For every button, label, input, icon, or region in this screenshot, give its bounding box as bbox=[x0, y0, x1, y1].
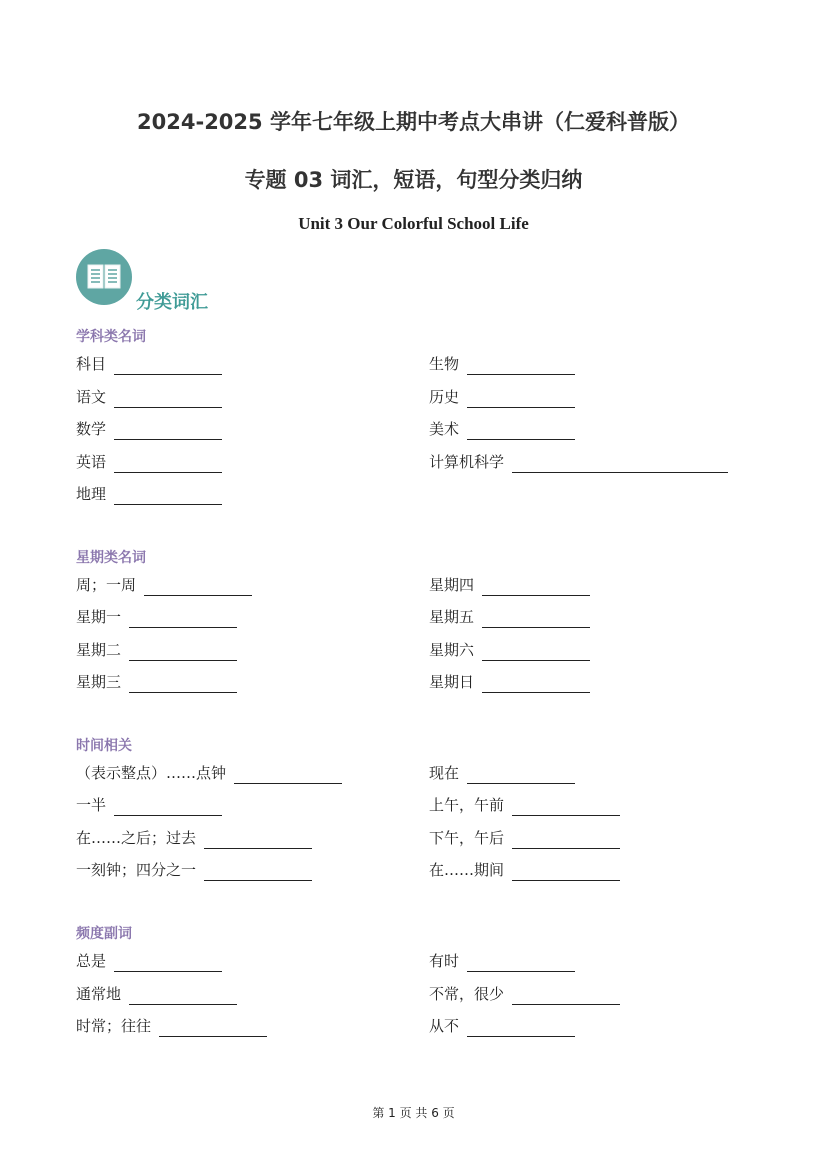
vocab-item bbox=[429, 859, 620, 881]
vocab-label: 星期日 bbox=[429, 673, 475, 691]
vocab-item bbox=[76, 794, 222, 816]
answer-blank[interactable] bbox=[129, 644, 237, 661]
answer-blank[interactable] bbox=[482, 579, 590, 596]
vocab-label: 现在 bbox=[429, 764, 460, 782]
answer-blank[interactable] bbox=[467, 391, 575, 408]
section-heading-frequency: 频度副词 bbox=[76, 926, 132, 942]
vocab-item bbox=[76, 451, 222, 473]
main-title: 2024-2025 学年七年级上期中考点大串讲（仁爱科普版） bbox=[137, 110, 690, 134]
section-heading-time: 时间相关 bbox=[76, 738, 132, 754]
answer-blank[interactable] bbox=[129, 676, 237, 693]
answer-blank[interactable] bbox=[114, 423, 222, 440]
vocab-label: 一刻钟；四分之一 bbox=[76, 861, 197, 879]
vocab-item bbox=[429, 639, 590, 661]
vocab-item bbox=[429, 983, 620, 1005]
vocab-label: 星期二 bbox=[76, 641, 122, 659]
vocab-item bbox=[76, 671, 237, 693]
vocab-item bbox=[76, 950, 222, 972]
vocab-label: 星期一 bbox=[76, 608, 122, 626]
answer-blank[interactable] bbox=[114, 391, 222, 408]
answer-blank[interactable] bbox=[159, 1020, 267, 1037]
vocab-item bbox=[76, 483, 222, 505]
badge-label: 分类词汇 bbox=[136, 292, 208, 313]
answer-blank[interactable] bbox=[512, 988, 620, 1005]
answer-blank[interactable] bbox=[467, 1020, 575, 1037]
vocab-item bbox=[429, 950, 575, 972]
vocab-label: 语文 bbox=[76, 388, 107, 406]
answer-blank[interactable] bbox=[467, 358, 575, 375]
vocab-item bbox=[76, 827, 312, 849]
vocab-label: 数学 bbox=[76, 420, 107, 438]
vocab-item bbox=[429, 386, 575, 408]
vocab-item bbox=[76, 574, 252, 596]
vocab-label: 一半 bbox=[76, 796, 107, 814]
vocab-label: 下午，午后 bbox=[429, 829, 505, 847]
vocab-item bbox=[429, 671, 590, 693]
answer-blank[interactable] bbox=[482, 611, 590, 628]
vocab-label: 时常；往往 bbox=[76, 1017, 152, 1035]
vocab-label: 上午，午前 bbox=[429, 796, 505, 814]
answer-blank[interactable] bbox=[144, 579, 252, 596]
answer-blank[interactable] bbox=[512, 864, 620, 881]
answer-blank[interactable] bbox=[467, 423, 575, 440]
vocab-label: 历史 bbox=[429, 388, 460, 406]
answer-blank[interactable] bbox=[512, 456, 728, 473]
vocab-label: 地理 bbox=[76, 485, 107, 503]
answer-blank[interactable] bbox=[129, 611, 237, 628]
vocab-item bbox=[76, 1015, 267, 1037]
answer-blank[interactable] bbox=[114, 799, 222, 816]
answer-blank[interactable] bbox=[129, 988, 237, 1005]
vocab-label: 不常，很少 bbox=[429, 985, 505, 1003]
answer-blank[interactable] bbox=[204, 832, 312, 849]
vocab-item bbox=[429, 451, 728, 473]
vocab-item bbox=[76, 606, 237, 628]
answer-blank[interactable] bbox=[114, 358, 222, 375]
vocab-label: 通常地 bbox=[76, 985, 122, 1003]
vocab-label: 美术 bbox=[429, 420, 460, 438]
sub-title: 专题 03 词汇，短语，句型分类归纳 bbox=[244, 168, 583, 192]
vocab-label: 在……之后；过去 bbox=[76, 829, 197, 847]
vocab-label: 星期六 bbox=[429, 641, 475, 659]
vocab-label: 星期三 bbox=[76, 673, 122, 691]
vocab-item bbox=[76, 418, 222, 440]
answer-blank[interactable] bbox=[512, 832, 620, 849]
vocab-item bbox=[76, 639, 237, 661]
vocab-item bbox=[76, 386, 222, 408]
answer-blank[interactable] bbox=[467, 767, 575, 784]
vocab-item bbox=[429, 794, 620, 816]
vocab-item bbox=[76, 762, 342, 784]
vocab-label: 周；一周 bbox=[76, 576, 137, 594]
unit-title: Unit 3 Our Colorful School Life bbox=[298, 214, 529, 233]
vocab-label: 总是 bbox=[76, 952, 107, 970]
answer-blank[interactable] bbox=[204, 864, 312, 881]
vocab-item bbox=[429, 353, 575, 375]
vocab-label: 星期五 bbox=[429, 608, 475, 626]
answer-blank[interactable] bbox=[234, 767, 342, 784]
answer-blank[interactable] bbox=[482, 644, 590, 661]
page-footer: 第 1 页 共 6 页 bbox=[372, 1106, 455, 1120]
vocab-item bbox=[429, 574, 590, 596]
vocab-item bbox=[76, 983, 237, 1005]
answer-blank[interactable] bbox=[114, 488, 222, 505]
vocab-label: 生物 bbox=[429, 355, 460, 373]
vocab-label: 计算机科学 bbox=[429, 453, 505, 471]
answer-blank[interactable] bbox=[467, 955, 575, 972]
answer-blank[interactable] bbox=[482, 676, 590, 693]
vocab-item bbox=[76, 859, 312, 881]
vocab-item bbox=[429, 418, 575, 440]
vocab-item bbox=[429, 762, 575, 784]
vocab-item bbox=[429, 606, 590, 628]
section-heading-subjects: 学科类名词 bbox=[76, 329, 146, 345]
answer-blank[interactable] bbox=[512, 799, 620, 816]
vocab-label: （表示整点）……点钟 bbox=[76, 764, 227, 782]
section-heading-weekdays: 星期类名词 bbox=[76, 550, 146, 566]
vocab-item bbox=[429, 827, 620, 849]
vocab-label: 科目 bbox=[76, 355, 107, 373]
vocabulary-badge bbox=[76, 249, 132, 305]
vocab-item bbox=[76, 353, 222, 375]
answer-blank[interactable] bbox=[114, 456, 222, 473]
vocab-label: 从不 bbox=[429, 1017, 460, 1035]
vocab-item bbox=[429, 1015, 575, 1037]
vocab-label: 有时 bbox=[429, 952, 460, 970]
vocab-label: 星期四 bbox=[429, 576, 475, 594]
answer-blank[interactable] bbox=[114, 955, 222, 972]
vocab-label: 在……期间 bbox=[429, 861, 505, 879]
vocab-label: 英语 bbox=[76, 453, 107, 471]
book-icon bbox=[87, 263, 121, 291]
